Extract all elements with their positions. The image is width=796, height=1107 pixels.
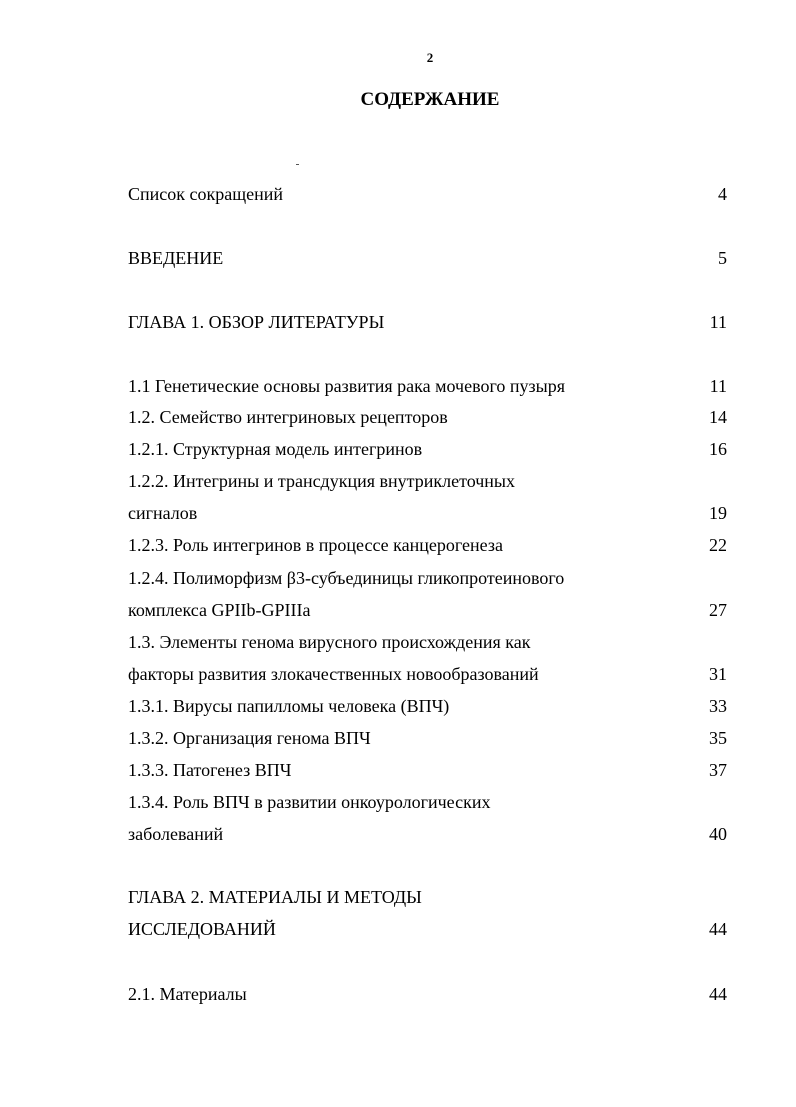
toc-entry-text: 1.2.2. Интегрины и трансдукция внутриклеточных (128, 471, 516, 491)
toc-entry (128, 885, 727, 909)
toc-entry (128, 726, 727, 750)
toc-entry-page: 27 (709, 600, 727, 620)
toc-entry-text: сигналов (128, 503, 198, 523)
toc-entry-text: заболеваний (128, 824, 224, 844)
toc-entry (128, 437, 727, 461)
toc-entry-text: ГЛАВА 2. МАТЕРИАЛЫ И МЕТОДЫ (128, 887, 422, 907)
toc-entry-page: 22 (709, 535, 727, 555)
toc-entry (128, 501, 727, 525)
toc-entry-page: 11 (709, 376, 727, 396)
toc-entry-page: 5 (718, 248, 727, 268)
toc-entry-text: 1.2.4. Полиморфизм β3-субъединицы гликопротеинового (128, 568, 565, 588)
toc-entry (128, 630, 727, 654)
toc-entry-page: 44 (709, 919, 727, 939)
toc-entry (128, 182, 727, 206)
toc-entry-text: ГЛАВА 1. ОБЗОР ЛИТЕРАТУРЫ (128, 312, 385, 332)
toc-entry-text: ВВЕДЕНИЕ (128, 248, 224, 268)
toc-entry (128, 662, 727, 686)
page-title: СОДЕРЖАНИЕ (360, 89, 500, 110)
toc-entry-text: 1.3.2. Организация генома ВПЧ (128, 728, 371, 748)
toc-entry-page: 35 (709, 728, 727, 748)
toc-entry (128, 917, 727, 941)
toc-entry-text: 1.2.3. Роль интегринов в процессе канцерогенеза (128, 535, 503, 555)
toc-entry-text: 1.1 Генетические основы развития рака мочевого пузыря (128, 376, 566, 396)
toc-entry (128, 405, 727, 429)
toc-entry-page: 16 (709, 439, 727, 459)
toc-entry (128, 790, 727, 814)
page-number: 2 (426, 50, 434, 65)
scan-speck (296, 164, 299, 165)
toc-entry-text: 1.3.4. Роль ВПЧ в развитии онкоурологических (128, 792, 491, 812)
toc-entry-text: 1.2. Семейство интегриновых рецепторов (128, 407, 448, 427)
toc-entry-text: 1.2.1. Структурная модель интегринов (128, 439, 423, 459)
toc-entry-page: 19 (709, 503, 727, 523)
toc-entry-page: 11 (709, 312, 727, 332)
toc-entry-page: 40 (709, 824, 727, 844)
toc-entry-page: 31 (709, 664, 727, 684)
toc-entry (128, 310, 727, 334)
toc-entry-text: 1.3.3. Патогенез ВПЧ (128, 760, 292, 780)
toc-entry-text: факторы развития злокачественных новообразований (128, 664, 539, 684)
toc-entry-text: ИССЛЕДОВАНИЙ (128, 919, 276, 939)
toc-entry-text: 1.3.1. Вирусы папилломы человека (ВПЧ) (128, 696, 450, 716)
toc-entry (128, 598, 727, 622)
toc-entry (128, 982, 727, 1006)
toc-entry-page: 37 (709, 760, 727, 780)
toc-entry (128, 758, 727, 782)
toc-entry (128, 374, 727, 398)
toc-entry-page: 14 (709, 407, 727, 427)
toc-entry (128, 469, 727, 493)
toc-entry-page: 33 (709, 696, 727, 716)
toc-entry-page: 4 (718, 184, 727, 204)
toc-entry (128, 822, 727, 846)
toc-entry (128, 566, 727, 590)
toc-entry (128, 533, 727, 557)
toc-entry-text: Список сокращений (128, 184, 283, 204)
toc-entry-text: комплекса GPIIb-GPIIIa (128, 600, 311, 620)
toc-entry (128, 694, 727, 718)
toc-entry-page: 44 (709, 984, 727, 1004)
toc-entry-text: 2.1. Материалы (128, 984, 247, 1004)
toc-entry-text: 1.3. Элементы генома вирусного происхождения как (128, 632, 531, 652)
toc-entry (128, 246, 727, 270)
